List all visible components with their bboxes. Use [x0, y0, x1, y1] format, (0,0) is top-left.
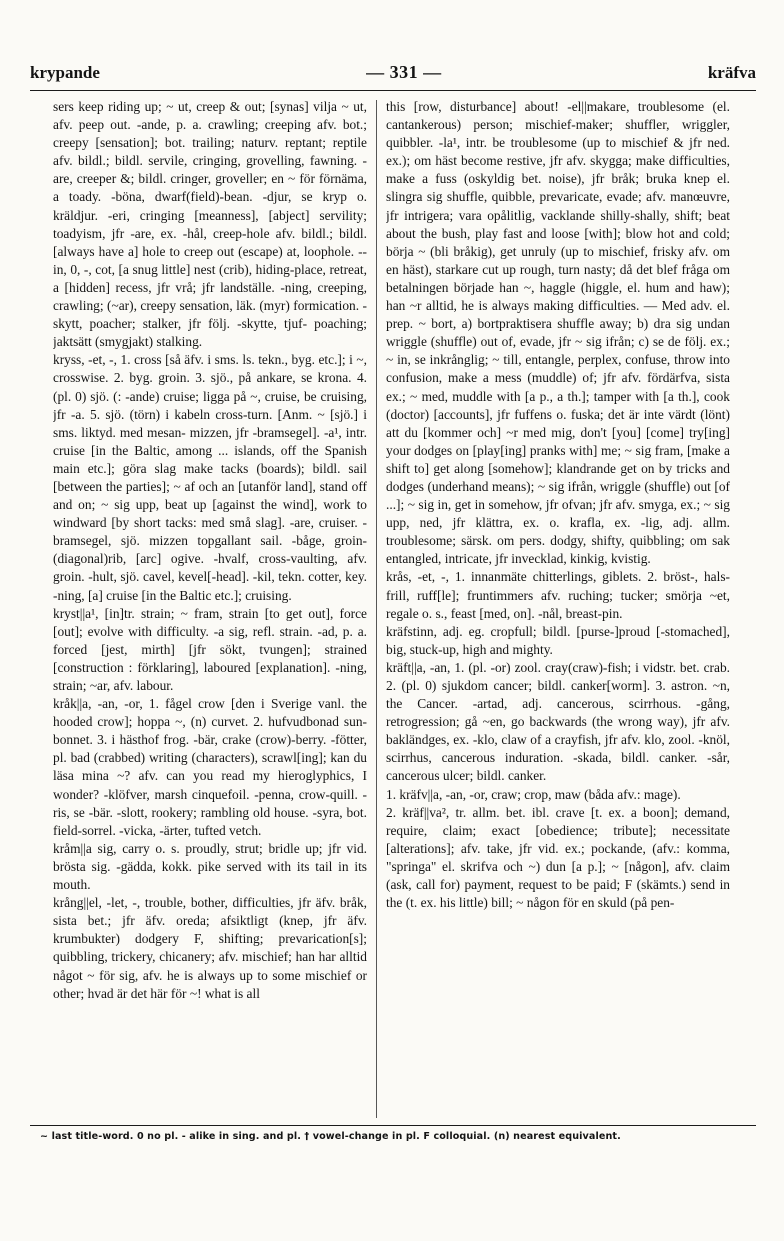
header-last-word: kräfva — [707, 63, 756, 82]
entry-krypande: sers keep riding up; ~ ut, creep & out; [synas] vilja ~ ut, afv. peep out. -ande, p. a. crawling; creeping afv. bot.; creepy [sensation]; bot. trailing; naturv. reptant; reptile afv. bildl.; bildl. servile, cringing, grovelling, fawning. -are, creeper &; bildl. cringer, groveller; en ~ för förnäma, a toady. -böna, dwarf(field)-bean. -djur, se kryp o. kräldjur. -eri, cringing [meanness], [abject] servility; toadyism, jfr -are, ex. -hål, creep-hole afv. bildl.; bildl. [always have a] hole to creep out (escape) at, loophole. --in, 0, -, cot, [a snug little] nest (crib), hiding-place, retreat, a [hidden] recess, jfr vrå; jfr landställe. -ning, creeping, crawling; (~ar), creepy sensation, läk. (myr) formication. -skytt, poacher; stalker, jfr följ. -skytte, tjuf- poaching; jaktsätt (smygjakt) stalking. — [53, 99, 367, 350]
header-rule — [30, 90, 756, 91]
entry-krangel: krång||el, -let, -, trouble, bother, difficulties, jfr äfv. bråk, sista bet.; jfr äfv. oreda; afsiktligt (knep, jfr äfv. krumbukter) dodgery F, shifting; prevarication[s]; quibbling, trickery, chicanery; afv. mischief; han har alltid något ~ för sig, afv. he is always up to some mischief or other; hvad är det här för ~! what is all — [53, 895, 367, 1001]
running-header — [30, 62, 756, 88]
entry-krangelmakare: this [row, disturbance] about! -el||makare, troublesome (el. cantankerous) person; mischief-maker; shuffler, wriggler, quibbler. -la¹, intr. be troublesome (up to mischief & jfr ned. ex.); om häst become restive, jfr afv. skygga; make difficulties, make a fuss (oskyldig bet. noise), jfr bråk; bruka knep el. slingra sig shuffle, quibble, prevaricate, evade; afv. manœuvre, jfr intrigera; vara opålitlig, vacklande shilly-shally, shift; beat about the bush, play fast and loose [with]; blow hot and cold; börja ~ (bli bråkig), get unruly (up to mischief, frisky afv. om en häst), starkare cut up rough, turn nasty; då det blef fråga om betalningen började han ~, haggle (higgle, el. hum and haw); han ~r alltid, he is always making difficulties. — Med adv. el. prep. ~ bort, a) bortpraktisera shuffle away; b) dra sig undan wriggle (shuffle) out of, evade, jfr ~ sig ifrån; c) se de följ. ex.; ~ in, se inkrånglig; ~ till, entangle, perplex, confuse, throw into confusion, make a mess (muddle) of; jfr afv. fördärfva, sista ex.; ~ med, muddle with [a p., a th.]; tamper with [a th.], cook (doctor) [accounts], jfr fuffens o. fuska; det är inte värdt (lönt) att du [kommer och] ~r med mig, don't [you] [come] try[ing] your dodges on [play[ing] pranks with] me; ~ sig fram, [make a shift to] get along [somehow]; klandrande get on by tricks and dodges (underhand means); ~ sig ifrån, wriggle (shuffle) out [of ...]; ~ sig in, get in somehow, jfr ofvan; jfr afv. smyga, ex.; ~ sig upp, ned, jfr klättra, ex. o. krafla, ex. -lig, adj. allm. troublesome; särsk. om pers. dodgy, shifty, quibbling; om sak entangled, intricate, jfr invecklad, kinkig, kvistig. — [386, 99, 730, 567]
entry-krafta: kräft||a, -an, 1. (pl. -or) zool. cray(craw)-fish; i vidstr. bet. crab. 2. (pl. 0) sjukdom cancer; bildl. canker[worm]. 3. astron. ~n, the Cancer. -artad, adj. cancerous, scirrhous. -gång, retrogression; gå ~en, go backwards (the wrong way), jfr afv. bakländges, ex. -klo, claw of a crayfish, jfr afv. klo, zool. -knöl, scirrhus, cancerous induration. -skada, bildl. canker. -sår, cancerous ulcer; bildl. canker. — [386, 659, 730, 784]
footer-rule — [30, 1125, 756, 1126]
entry-kryss: kryss, -et, -, 1. cross [så äfv. i sms. ls. tekn., byg. etc.]; i ~, crosswise. 2. byg. groin. 3. sjö., på ankare, se krona. 4. (pl. 0) sjö. (: -ande) cruise; ligga på ~, cruise, be cruising, jfr -a. 5. sjö. (törn) i kabeln cross-turn. [Anm. ~ [sjö.] i sms. liktyd. med mesan- mizzen, jfr -bramsegel]. -a¹, intr. cruise [in the Baltic, among ... islands, off the Spanish main etc.]; göra slag make tacks (boards); bildl. sail [between the parties]; ~ af och an [utanför land], stand off and on; ~ sig upp, beat up [against the wind], work to windward [by short tacks: med små slag]. -are, cruiser. -bramsegel, sjö. mizzen topgallant sail. -båge, groin-(diagonal)rib, [arc] ogive. -hvalf, cross-vaulting, afv. groin. -hult, sjö. cavel, kevel[-head]. -kil, tekn. cotter, key. -ning, [a] cruise [in the Baltic etc.]; cruising. — [53, 352, 367, 603]
column-divider — [376, 100, 377, 1118]
entry-kras: krås, -et, -, 1. innanmäte chitterlings, giblets. 2. bröst-, hals- frill, ruff[le]; fruntimmers afv. ruching; tucker; smörja ~et, regale o. s., feast [med, on]. -nål, breast-pin. — [386, 569, 730, 621]
entry-krafva-2: 2. kräf||va², tr. allm. bet. ibl. crave [t. ex. a boon]; demand, require, claim; exact [obedience; tribute]; necessitate [alterations]; afv. take, jfr vid. ex.; pockande, (afv.: komma, "springa" el. skrifva och ~) dun [a p.]; ~ [någon], afv. claim (ask, call for) payment, request to be paid; F (skämts.) send in the (t. ex. his little) bill; ~ någon för en skuld (på pen- — [386, 804, 730, 911]
page-number: — 331 — — [366, 62, 442, 82]
entry-krysta: kryst||a¹, [in]tr. strain; ~ fram, strain [to get out], force [out]; evolve with difficulty. -a sig, refl. strain. -ad, p. a. forced [jest, mirth] [jfr sökt, tvungen]; strained [construction : förklaring], laboured [explanation]. -ning, strain; ~ar, afv. labour. — [53, 605, 367, 693]
entry-kraka: kråk||a, -an, -or, 1. fågel crow [den i Sverige vanl. the hooded crow]; hoppa ~, (n) curvet. 2. hufvudbonad sun-bonnet. 3. i hästhof frog. -bär, crake (crow)-berry. -fötter, pl. bad (crabbed) writing (characters), scrawl[ing]; kan du läsa mina ~? afv. can you read my hieroglyphics, I wonder? -klöfver, marsh cinquefoil. -penna, crow-quill. -ris, se -bär. -slott, rookery; rambling old house. -syra, bot. field-sorrel. -vicka, -ärter, tufted vetch. — [53, 696, 367, 838]
header-first-word: krypande — [30, 63, 100, 82]
right-column — [386, 98, 730, 1113]
entry-krafva-1: 1. kräfv||a, -an, -or, craw; crop, maw (båda afv.: mage). — [386, 786, 681, 802]
left-column — [53, 98, 367, 1113]
entry-krama-sig: kråm||a sig, carry o. s. proudly, strut; bridle up; jfr vid. brösta sig. -gädda, kokk. pike served with its tail in its mouth. — [53, 840, 367, 893]
entry-krafstinn: kräfstinn, adj. eg. cropfull; bildl. [purse-]proud [-stomached], big, stuck-up, high and mighty. — [386, 623, 730, 657]
symbol-legend: ~ last title-word. 0 no pl. - alike in sing. and pl. † vowel-change in pl. F colloquial. (n) nearest equivalent. — [40, 1131, 621, 1142]
